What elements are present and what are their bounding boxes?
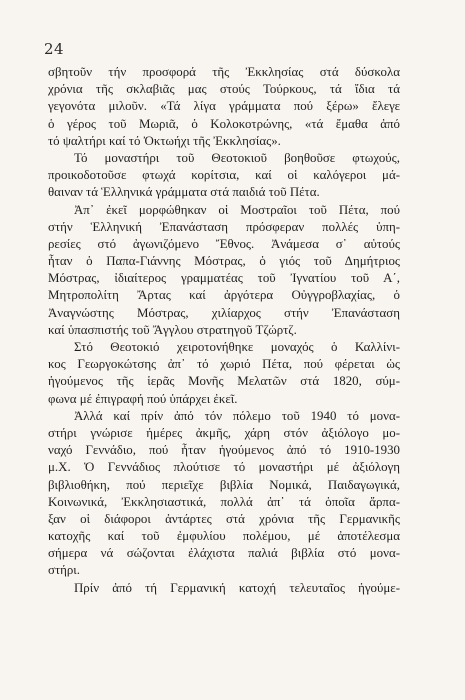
paragraph	[48, 202, 400, 340]
text-line: ὁ γέρος τοῦ Μωριᾶ, ὁ Κολοκοτρώνης, «τά ἔμαθα ἀπό	[48, 116, 400, 131]
text-line: ξαν οἱ διάφοροι ἀντάρτες στά χρόνια τῆς Γερμανικῆς	[48, 511, 400, 526]
text-line: χρόνια τῆς σκλαβιᾶς μας στούς Τούρκους, τά ἴδια τά	[48, 82, 400, 97]
paragraph	[48, 408, 400, 580]
text-line: Μόστρας, ἰδιαίτερος γραμματέας τοῦ Ἰγνατίου τοῦ Α΄,	[48, 271, 400, 286]
text-line: Ἀλλά καί πρίν ἀπό τόν πόλεμο τοῦ 1940 τό μονα-	[74, 408, 400, 423]
text-line: τό ψαλτήρι καί τό Ὀκτωήχι τῆς Ἐκκλησίας».	[48, 133, 281, 148]
text-line: Μητροπολίτη Ἄρτας καί ἀργότερα Οὐγγροβλαχίας, ὁ	[48, 288, 400, 303]
text-line: καί ὑπασπιστής τοῦ Ἄγγλου στρατηγοῦ Τζώρτζ.	[48, 322, 297, 337]
text-line: Στό Θεοτοκιό χειροτονήθηκε μοναχός ὁ Καλλίνι-	[74, 340, 400, 354]
text-line: Ἀπ᾿ ἐκεῖ μορφώθηκαν οἱ Μοστραῖοι τοῦ Πέτα, πού	[74, 202, 400, 217]
paragraph	[48, 339, 400, 408]
text-line: Τό μοναστήρι τοῦ Θεοτοκιοῦ βοηθοῦσε φτωχούς,	[74, 150, 400, 165]
text-line: κος Γεωργοκώτσης ἀπ᾿ τό χωριό Πέτα, πού φέρεται ὡς	[48, 357, 400, 372]
paragraph	[48, 150, 400, 202]
body-text	[48, 64, 400, 597]
text-line: θαιναν τά Ἑλληνικά γράμματα στά παιδιά τοῦ Πέτα.	[48, 185, 320, 200]
text-line: ἦταν ὁ Παπα-Γιάννης Μόστρας, ὁ γιός τοῦ Δημήτριος	[48, 254, 400, 269]
text-line: σήμερα νά σώζονται ἐλάχιστα παλιά βιβλία στό μονα-	[48, 546, 400, 561]
text-line: στήρι γνώρισε ἡμέρες ἀκμῆς, χάρη στόν ἀξιόλογο μο-	[48, 425, 400, 440]
text-line: σβητοῦν τήν προσφορά τῆς Ἐκκλησίας στά δύσκολα	[48, 65, 400, 79]
text-line: Ἀναγνώστης Μόστρας, χιλίαρχος στήν Ἐπανάσταση	[48, 305, 400, 320]
text-line: Πρίν ἀπό τή Γερμανική κατοχή τελευταῖος ἡγούμε-	[74, 580, 400, 595]
text-line: κατοχῆς καί τοῦ ἐμφυλίου πολέμου, μέ ἀποτέλεσμα	[48, 529, 400, 544]
paragraph	[48, 64, 400, 150]
text-line: ναχό Γεννάδιο, πού ἦταν ἡγούμενος ἀπό τό 1910-1930	[48, 443, 400, 458]
text-line: γεγονότα μιλοῦν. «Τά λίγα γράμματα πού ξέρω» ἔλεγε	[48, 99, 400, 114]
text-line: βιβλιοθήκη, πού περιεῖχε βιβλία Νομικά, Παιδαγωγικά,	[48, 477, 400, 492]
text-line: στήν Ἑλληνική Ἐπανάσταση πρόσφεραν πολλές ὑπη-	[48, 219, 400, 234]
page-number: 24	[44, 40, 65, 58]
text-line: προικοδοτοῦσε φτωχά κορίτσια, καί οἱ καλόγεροι μά-	[48, 168, 400, 183]
text-line: φωνα μέ ἐπιγραφή πού ὑπάρχει ἐκεῖ.	[48, 391, 238, 406]
text-line: ἡγούμενος τῆς ἱερᾶς Μονῆς Μελατῶν στά 1820, σύμ-	[48, 374, 400, 389]
text-line: μ.Χ. Ὁ Γεννάδιος πλούτισε τό μοναστήρι μέ ἀξιόλογη	[48, 460, 400, 475]
paragraph	[48, 580, 400, 597]
text-line: Κοινωνικά, Ἐκκλησιαστικά, πολλά ἀπ᾿ τά ὁποῖα ἅρπα-	[48, 494, 400, 509]
text-line: στήρι.	[48, 563, 80, 578]
text-line: ρεσίες στό ἀγωνιζόμενο Ἔθνος. Ἀνάμεσα σ᾿ αὐτούς	[48, 236, 400, 251]
